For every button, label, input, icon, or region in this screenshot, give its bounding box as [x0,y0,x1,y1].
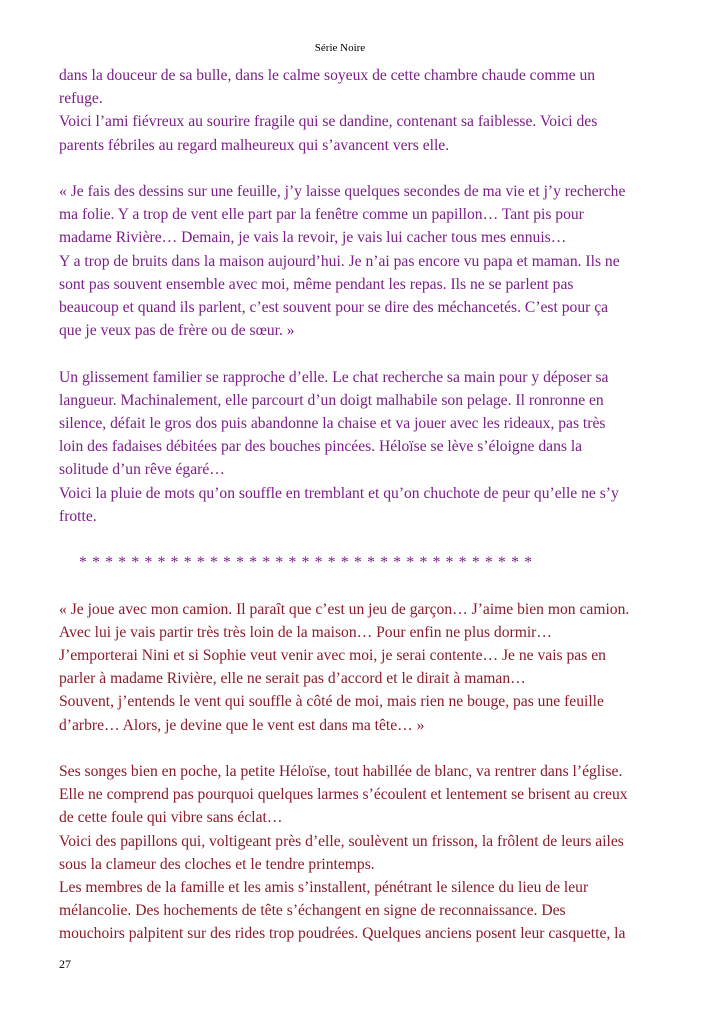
text-line: « Je joue avec mon camion. Il paraît que c’est un jeu de garçon… J’aime bien mon camion. [59,600,630,618]
text-line: mouchoirs palpitent sur des rides trop poudrées. Quelques anciens posent leur casquette, la [59,925,626,943]
text-line: sont pas souvent ensemble avec moi, même pendant les repas. Ils ne se parlent pas [59,275,574,293]
text-line: ma folie. Y a trop de vent elle part par la fenêtre comme un papillon… Tant pis pour [59,206,584,224]
text-line: sous la clameur des cloches et le tendre printemps. [59,855,375,873]
text-line: beaucoup et quand ils parlent, c’est souvent pour se dire des méchancetés. C’est pour ça [59,299,609,317]
text-line: que je veux pas de frère ou de sœur. » [59,322,295,340]
text-line: mélancolie. Des hochements de tête s’échangent en signe de reconnaissance. Des [59,902,566,920]
text-line: solitude d’un rêve égaré… [59,461,225,479]
text-line: madame Rivière… Demain, je vais la revoir, je vais lui cacher tous mes ennuis… [59,229,567,247]
text-line: Elle ne comprend pas pourquoi quelques larmes s’écoulent et lentement se brisent au creux [59,786,628,804]
text-line: dans la douceur de sa bulle, dans le calme soyeux de cette chambre chaude comme un [59,67,596,84]
blank-line [59,157,673,180]
section-separator: * * * * * * * * * * * * * * * * * * * * * * * * * * * * * * * * * * * [79,554,533,572]
text-line: « Je fais des dessins sur une feuille, j’y laisse quelques secondes de ma vie et j’y recherche [59,183,626,200]
text-line: Voici la pluie de mots qu’on souffle en tremblant et qu’on chuchote de peur qu’elle ne s’y [59,484,619,502]
blank-line [59,737,673,760]
running-header: Série Noire [314,42,366,54]
text-line: d’arbre… Alors, je devine que le vent est dans ma tête… » [59,716,425,734]
text-line: Les membres de la famille et les amis s’installent, pénétrant le silence du lieu de leur [59,879,589,897]
blank-line [59,574,673,597]
blank-line [59,528,673,551]
text-line: frotte. [59,507,97,525]
text-line: parler à madame Rivière, elle ne serait pas d’accord et le dirait à maman… [59,670,526,688]
body-text [59,64,673,946]
text-line: Voici des papillons qui, voltigeant près d’elle, soulèvent un frisson, la frôlent de leurs ailes [59,832,624,850]
text-line: loin des fadaises débitées par des bouches pincées. Héloïse se lève s’éloigne dans la [59,438,583,456]
text-line: J’emporterai Nini et si Sophie veut venir avec moi, je serai contente… Je ne vais pas en [59,647,606,665]
text-line: Ses songes bien en poche, la petite Héloïse, tout habillée de blanc, va rentrer dans l’église. [59,763,623,781]
text-line: parents fébriles au regard malheureux qui s’avancent vers elle. [59,136,450,154]
text-line: langueur. Machinalement, elle parcourt d’un doigt malhabile son pelage. Il ronronne en [59,391,604,409]
text-line: Un glissement familier se rapproche d’elle. Le chat recherche sa main pour y déposer sa [59,368,609,386]
text-line: Voici l’ami fiévreux au sourire fragile qui se dandine, contenant sa faiblesse. Voici des [59,113,598,131]
page-number: 27 [59,957,71,971]
text-line: refuge. [59,90,103,108]
text-line: Y a trop de bruits dans la maison aujourd’hui. Je n’ai pas encore vu papa et maman. Ils ne [59,252,620,270]
text-line: Souvent, j’entends le vent qui souffle à côté de moi, mais rien ne bouge, pas une feuille [59,693,604,711]
text-line: Avec lui je vais partir très très loin de la maison… Pour enfin ne plus dormir… [59,623,552,641]
blank-line [59,342,673,365]
text-line: de cette foule qui vibre sans éclat… [59,809,283,827]
text-line: silence, défait le gros dos puis abandonne la chaise et va jouer avec les rideaux, pas très [59,415,606,433]
